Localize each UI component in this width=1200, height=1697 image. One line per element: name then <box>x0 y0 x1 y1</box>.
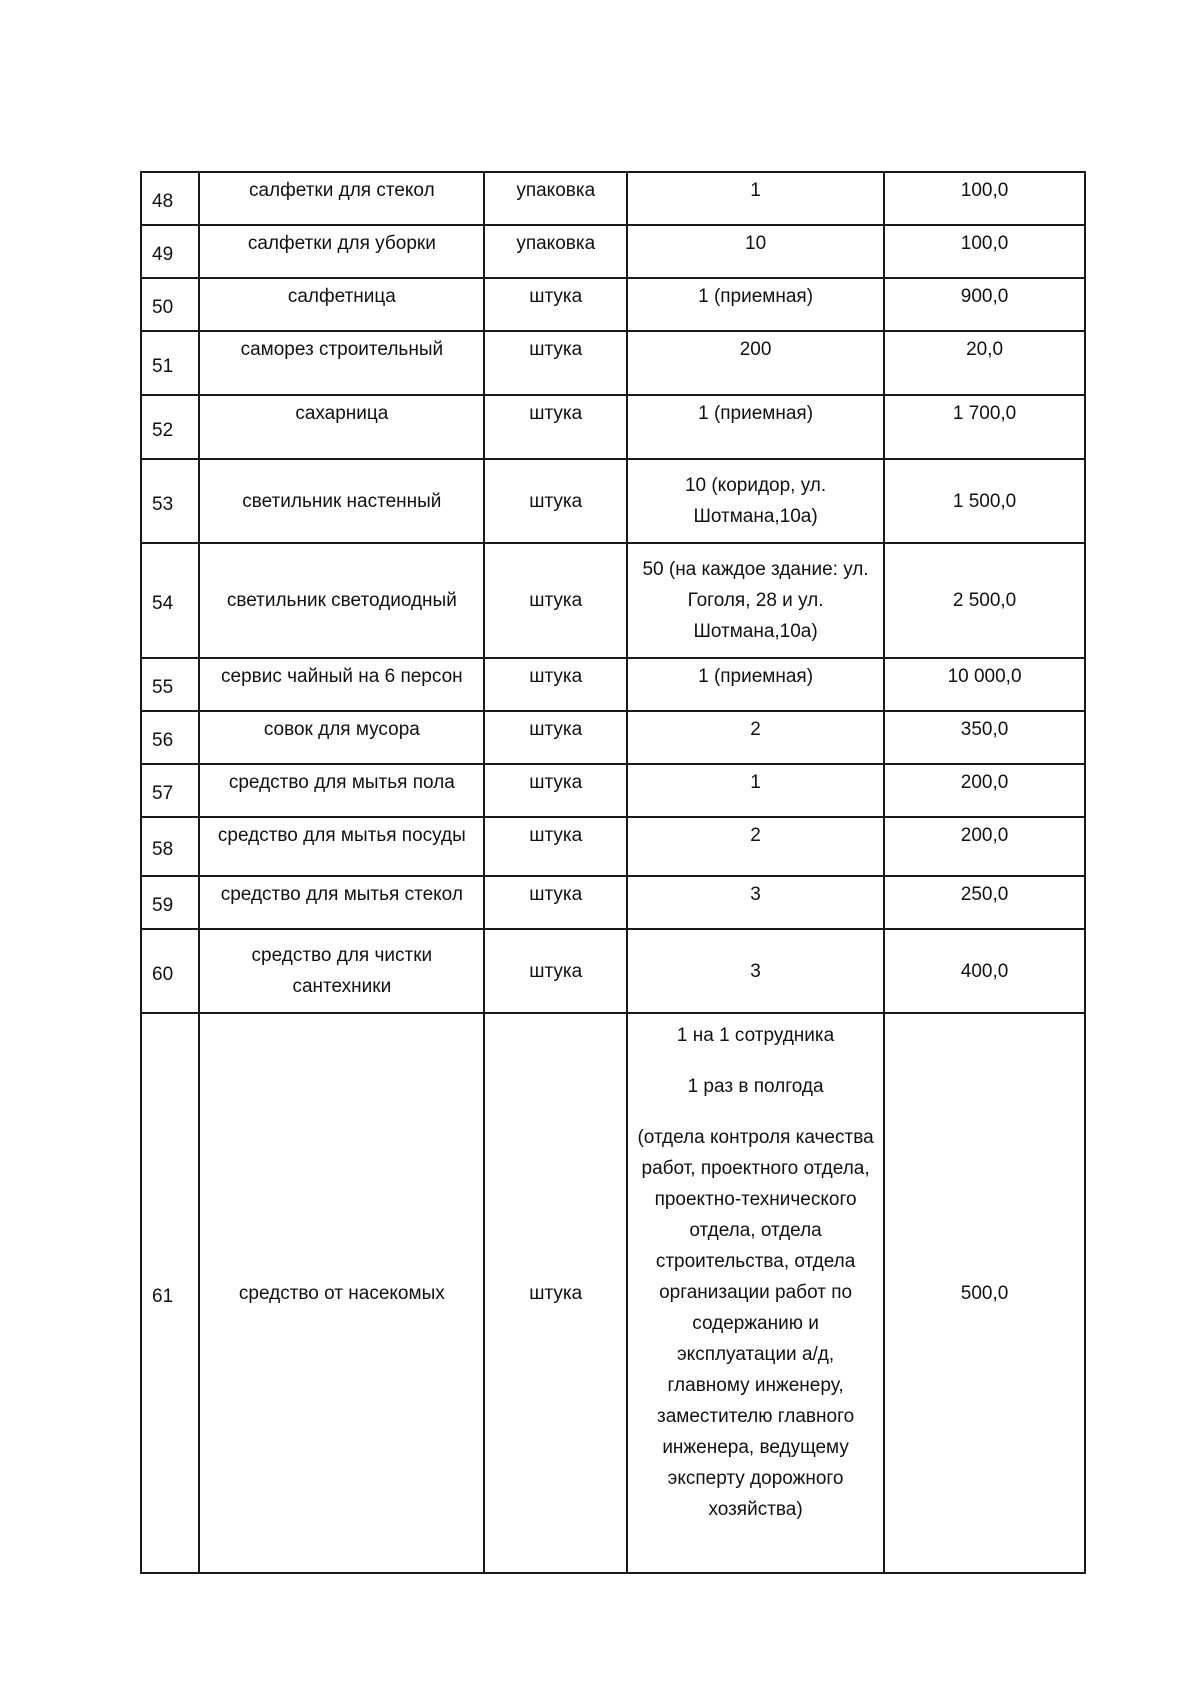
row-number-cell: 48 <box>141 172 199 225</box>
price-cell: 2 500,0 <box>884 543 1085 658</box>
item-name-cell: саморез строительный <box>199 331 484 395</box>
quantity-text: 1 на 1 сотрудника <box>676 1025 835 1046</box>
row-number-cell: 51 <box>141 331 199 395</box>
quantity-cell <box>627 331 884 395</box>
row-number-cell: 56 <box>141 711 199 764</box>
quantity-cell <box>627 225 884 278</box>
quantity-text: 2 <box>750 719 761 740</box>
item-name-cell: салфетница <box>199 278 484 331</box>
quantity-cell <box>627 1013 884 1573</box>
quantity-text: 1 (приемная) <box>698 286 814 307</box>
quantity-text: 1 раз в полгода <box>687 1076 824 1097</box>
price-cell: 100,0 <box>884 172 1085 225</box>
price-cell: 20,0 <box>884 331 1085 395</box>
price-cell: 250,0 <box>884 876 1085 929</box>
quantity-cell <box>627 929 884 1013</box>
table-row <box>141 929 1085 1013</box>
item-name-cell: средство для мытья посуды <box>199 817 484 876</box>
table-row <box>141 395 1085 459</box>
quantity-text: 1 <box>750 772 761 793</box>
table-row <box>141 543 1085 658</box>
quantity-cell <box>627 764 884 817</box>
unit-cell: штука <box>484 1013 627 1573</box>
unit-cell: штука <box>484 459 627 543</box>
table-row <box>141 172 1085 225</box>
quantity-cell <box>627 459 884 543</box>
row-number-cell: 58 <box>141 817 199 876</box>
item-name-cell: светильник светодиодный <box>199 543 484 658</box>
document-page <box>140 171 1086 1574</box>
quantity-cell <box>627 711 884 764</box>
unit-cell: штука <box>484 876 627 929</box>
price-cell: 900,0 <box>884 278 1085 331</box>
row-number-cell: 52 <box>141 395 199 459</box>
row-number-cell: 53 <box>141 459 199 543</box>
table-row <box>141 817 1085 876</box>
price-cell: 500,0 <box>884 1013 1085 1573</box>
row-number-cell: 60 <box>141 929 199 1013</box>
item-name-cell: средство для мытья пола <box>199 764 484 817</box>
row-number-cell: 54 <box>141 543 199 658</box>
unit-cell: штука <box>484 711 627 764</box>
unit-cell: штука <box>484 817 627 876</box>
unit-cell: упаковка <box>484 172 627 225</box>
quantity-text: 1 (приемная) <box>698 666 814 687</box>
price-cell: 200,0 <box>884 764 1085 817</box>
unit-cell: штука <box>484 764 627 817</box>
row-number-cell: 57 <box>141 764 199 817</box>
table-body <box>141 172 1085 1573</box>
quantity-text: 3 <box>750 884 761 905</box>
unit-cell: штука <box>484 331 627 395</box>
price-cell: 100,0 <box>884 225 1085 278</box>
table-row <box>141 331 1085 395</box>
quantity-cell <box>627 876 884 929</box>
item-name-cell: совок для мусора <box>199 711 484 764</box>
unit-cell: штука <box>484 395 627 459</box>
price-cell: 350,0 <box>884 711 1085 764</box>
item-name-cell: средство для чистки сантехники <box>199 929 484 1013</box>
table-row <box>141 711 1085 764</box>
unit-cell: упаковка <box>484 225 627 278</box>
table-row <box>141 225 1085 278</box>
quantity-text: 50 (на каждое здание: ул. Гоголя, 28 и ул. Шотмана,10а) <box>642 559 869 642</box>
quantity-cell <box>627 278 884 331</box>
quantity-cell <box>627 817 884 876</box>
item-name-cell: светильник настенный <box>199 459 484 543</box>
price-cell: 400,0 <box>884 929 1085 1013</box>
table-row <box>141 459 1085 543</box>
quantity-text: 200 <box>739 339 772 360</box>
row-number-cell: 50 <box>141 278 199 331</box>
price-cell: 10 000,0 <box>884 658 1085 711</box>
quantity-text: (отдела контроля качества работ, проектного отдела, проектно-технического отдела, отдела строительства, отдела организации работ по содержанию и эксплуатации а/д, главному инженеру, заместителю главного инженера, ведущему эксперту дорожного хозяйства) <box>637 1127 874 1520</box>
item-name-cell: сервис чайный на 6 персон <box>199 658 484 711</box>
row-number-cell: 49 <box>141 225 199 278</box>
quantity-cell <box>627 395 884 459</box>
unit-cell: штука <box>484 543 627 658</box>
table-row <box>141 1013 1085 1573</box>
row-number-cell: 59 <box>141 876 199 929</box>
item-name-cell: сахарница <box>199 395 484 459</box>
unit-cell: штука <box>484 929 627 1013</box>
quantity-text: 1 (приемная) <box>698 403 814 424</box>
quantity-text: 3 <box>750 960 761 982</box>
supplies-table <box>140 171 1086 1574</box>
quantity-cell <box>627 543 884 658</box>
unit-cell: штука <box>484 278 627 331</box>
row-number-cell: 55 <box>141 658 199 711</box>
unit-cell: штука <box>484 658 627 711</box>
price-cell: 200,0 <box>884 817 1085 876</box>
table-row <box>141 876 1085 929</box>
table-row <box>141 278 1085 331</box>
quantity-cell <box>627 172 884 225</box>
quantity-cell <box>627 658 884 711</box>
item-name-cell: салфетки для уборки <box>199 225 484 278</box>
item-name-cell: средство для мытья стекол <box>199 876 484 929</box>
quantity-text: 10 (коридор, ул. Шотмана,10а) <box>684 475 827 527</box>
quantity-text: 10 <box>745 233 767 254</box>
item-name-cell: салфетки для стекол <box>199 172 484 225</box>
table-row <box>141 764 1085 817</box>
quantity-text: 1 <box>750 180 761 201</box>
row-number-cell: 61 <box>141 1013 199 1573</box>
quantity-text: 2 <box>750 825 761 846</box>
price-cell: 1 500,0 <box>884 459 1085 543</box>
item-name-cell: средство от насекомых <box>199 1013 484 1573</box>
price-cell: 1 700,0 <box>884 395 1085 459</box>
table-row <box>141 658 1085 711</box>
